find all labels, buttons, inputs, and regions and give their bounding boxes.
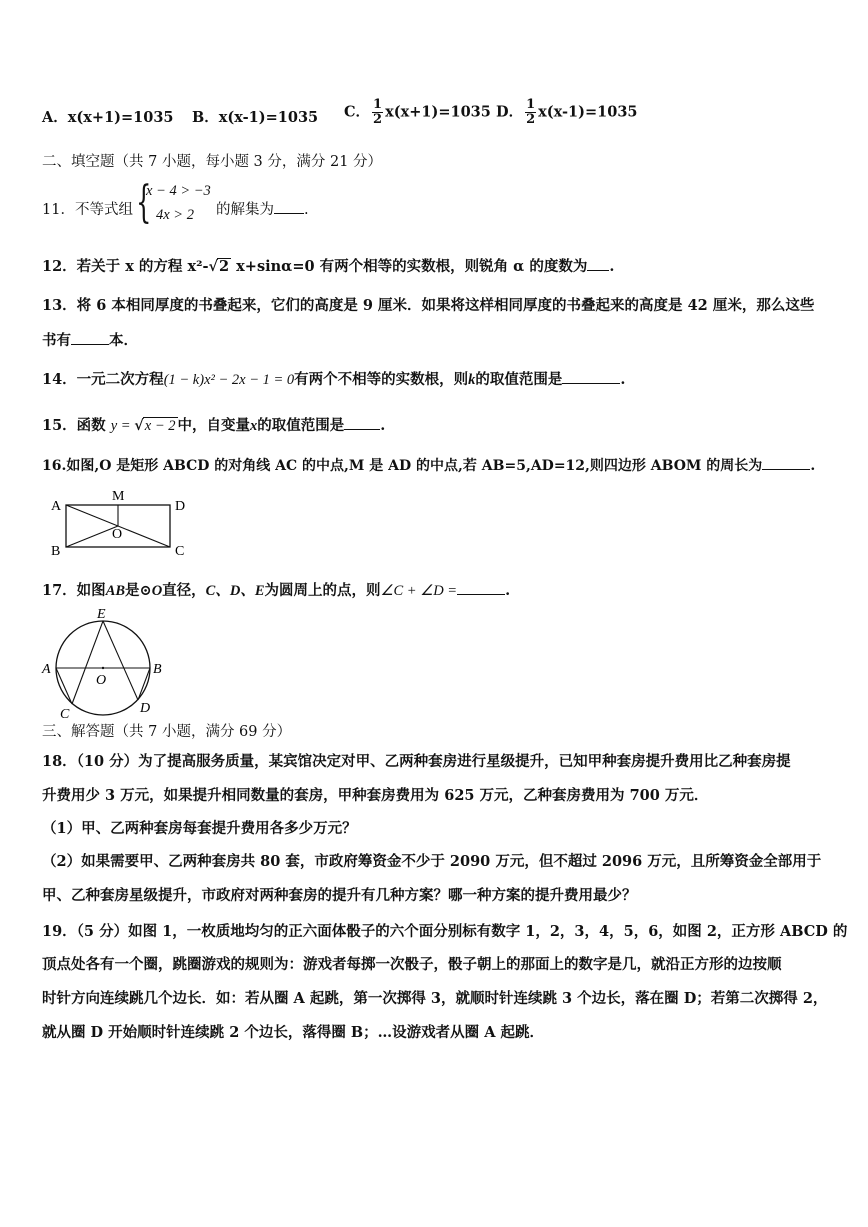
q14: 14．一元二次方程(1 − k)x² − 2x − 1 = 0有两个不相等的实数根，则k的取值范围是 . (42, 371, 626, 388)
option-c: C． $\frac{1}{2}$ x(x+1)=1035 (344, 97, 491, 127)
section2-heading: 二、填空题（共 7 小题，每小题 3 分，满分 21 分） (42, 154, 383, 170)
q18-line1: 18．（10 分）为了提高服务质量，某宾馆决定对甲、乙两种套房进行星级提升，已知甲种套房提升费用比乙种套房提 (42, 753, 791, 770)
chord-db (138, 668, 150, 700)
q17-text: 17．如图AB是⊙O直径，C、D、E为圆周上的点，则∠C + ∠D = . (42, 582, 511, 599)
q15: 15．函数 y = √x − 2 中，自变量x的取值范围是 . (42, 417, 386, 434)
q18-sub2-line2: 甲、乙种套房星级提升，市政府对两种套房的提升有几种方案？哪一种方案的提升费用最少？ (42, 887, 637, 904)
label-c: C (175, 544, 185, 558)
q19-line4: 就从圈 D 开始顺时针连续跳 2 个边长，落得圈 B；…设游戏者从圈 A 起跳． (42, 1024, 545, 1041)
q11-prefix: 11．不等式组 (42, 202, 133, 218)
label-c: C (60, 707, 70, 721)
q16-text: 16.如图,O 是矩形 ABCD 的对角线 AC 的中点,M 是 AD 的中点,若 AB=5,AD=12,则四边形 ABOM 的周长为 . (42, 455, 815, 476)
label-o: O (96, 673, 107, 688)
label-a: A (42, 662, 51, 677)
label-m: M (112, 489, 125, 504)
q11-brace: { (136, 177, 152, 228)
q11-ineq2: 4x > 2 (156, 207, 194, 223)
q11 (42, 177, 442, 233)
label-d: D (140, 701, 151, 716)
q11-suffix: 的解集为 . (216, 198, 309, 219)
label-e: E (97, 607, 106, 622)
label-b: B (153, 662, 162, 677)
q16-rectangle-figure (48, 488, 208, 558)
center-dot (102, 667, 104, 669)
q12: 12．若关于 x 的方程 x²-√2 x+sinα=0 有两个相等的实数根，则锐角 α 的度数为 . (42, 258, 615, 275)
chord-ac (56, 668, 72, 704)
q19-line2: 顶点处各有一个圈，跳圈游戏的规则为：游戏者每掷一次骰子，骰子朝上的那面上的数字是几，就沿正方形的边按顺 (42, 956, 782, 973)
q18-line2: 升费用少 3 万元，如果提升相同数量的套房，甲种套房费用为 625 万元，乙种套房费用为 700 万元． (42, 787, 709, 804)
chord-ce (72, 621, 103, 704)
segment-bo (66, 526, 118, 547)
option-b: B．x(x-1)=1035 (192, 109, 319, 126)
q10-options-row (42, 97, 842, 130)
q19-line1: 19．（5 分）如图 1，一枚质地均匀的正六面体骰子的六个面分别标有数字 1，2，3，4，5，6，如图 2，正方形 ABCD 的 (42, 923, 848, 940)
q18-sub1: （1）甲、乙两种套房每套提升费用各多少万元？ (42, 820, 357, 837)
option-a: A．x(x+1)=1035 (42, 109, 174, 126)
q13-line1: 13．将 6 本相同厚度的书叠起来，它们的高度是 9 厘米．如果将这样相同厚度的书叠起来的高度是 42 厘米，那么这些 (42, 297, 815, 314)
q13-line2: 书有 本． (42, 332, 138, 349)
q11-ineq1: x − 4 > −3 (146, 183, 211, 199)
label-b: B (51, 544, 61, 558)
label-a: A (51, 499, 62, 514)
q17-circle-figure (38, 606, 168, 721)
q19-line3: 时针方向连续跳几个边长．如：若从圈 A 起跳，第一次掷得 3，就顺时针连续跳 3 个边长，落在圈 D；若第二次掷得 2， (42, 990, 828, 1007)
label-o: O (112, 527, 123, 542)
q18-sub2-line1: （2）如果需要甲、乙两种套房共 80 套，市政府筹资金不少于 2090 万元，但不超过 2096 万元，且所筹资金全部用于 (42, 853, 822, 870)
option-d: D． $\frac{1}{2}$ x(x-1)=1035 (496, 97, 638, 127)
label-d: D (175, 499, 186, 514)
section3-heading: 三、解答题（共 7 小题，满分 69 分） (42, 724, 292, 740)
chord-ed (103, 621, 138, 700)
